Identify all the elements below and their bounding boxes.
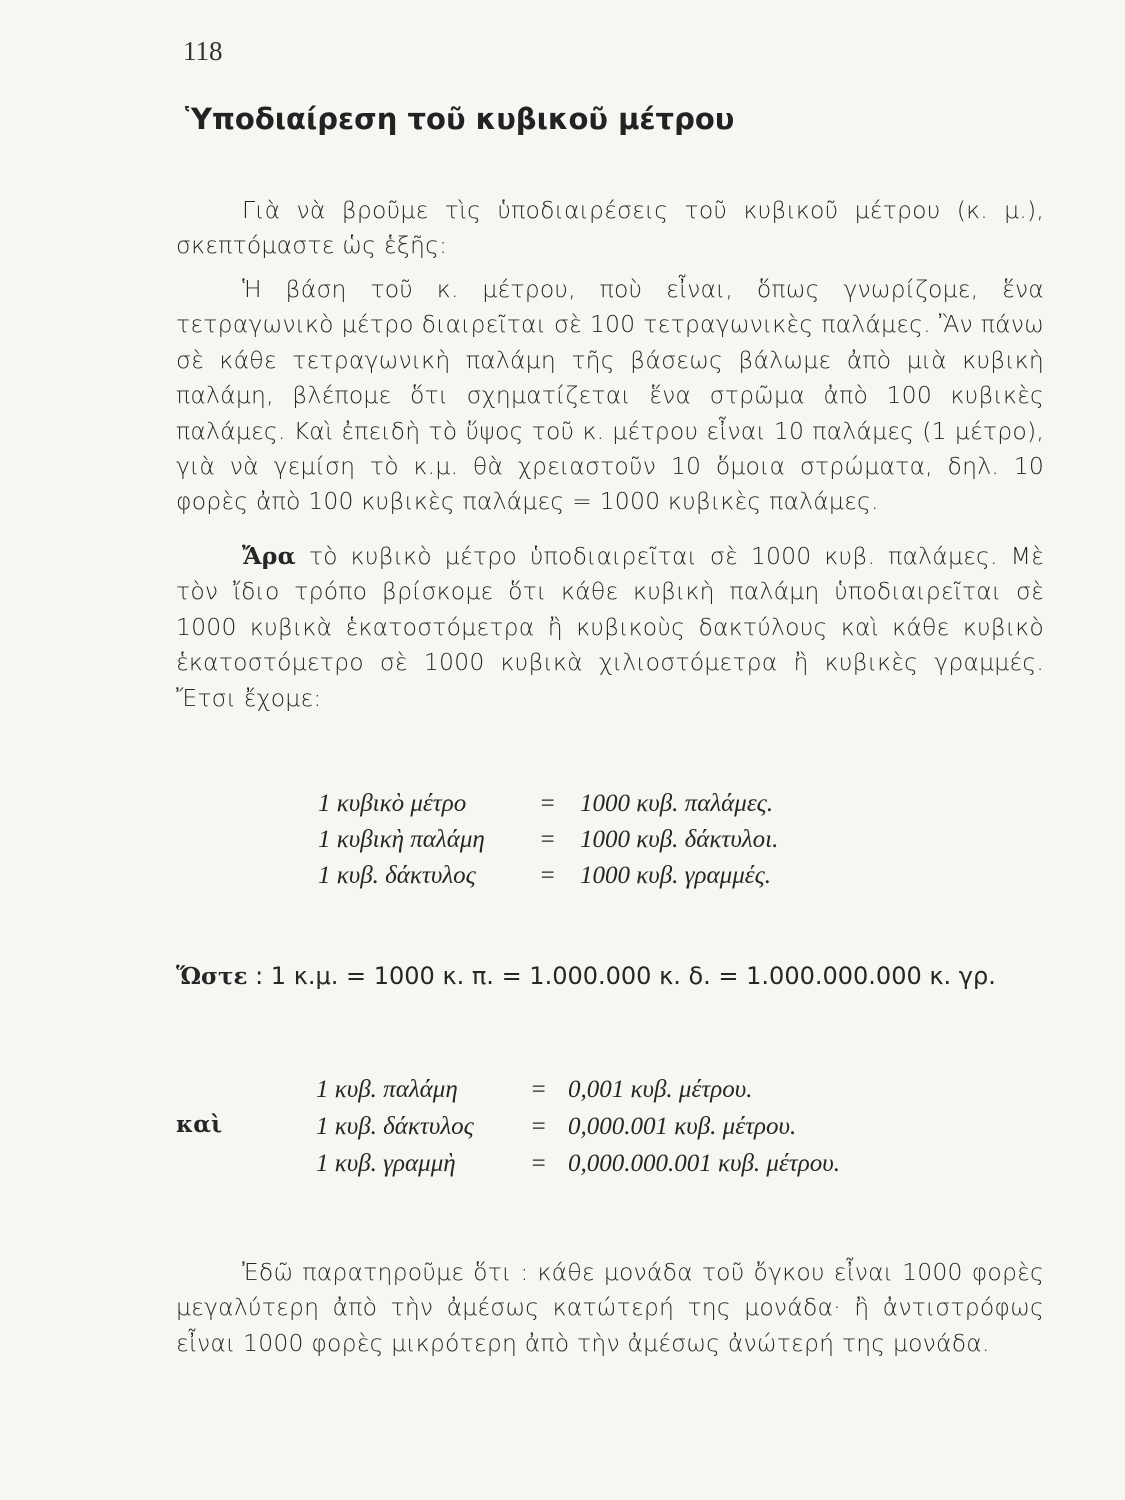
summary-equation	[176, 962, 996, 990]
section-heading: Ὑποδιαίρεση τοῦ κυβικοῦ μέτρου	[185, 102, 735, 136]
paragraph-3	[176, 539, 1044, 716]
equation-left: 1 κυβ. γραμμὴ	[316, 1150, 456, 1177]
equation-right: 1000 κυβ. γραμμές.	[580, 862, 771, 889]
wste-expression: : 1 κ.μ. = 1000 κ. π. = 1.000.000 κ. δ. = 1.000.000.000 κ. γρ.	[255, 962, 996, 990]
equation-sign: =	[539, 826, 556, 853]
equation-left: 1 κυβ. παλάμη	[316, 1076, 458, 1103]
kai-label: καὶ	[176, 1111, 223, 1138]
page-number: 118	[183, 36, 223, 66]
equation-right: 1000 κυβ. παλάμες.	[580, 790, 774, 817]
wste-label: Ὥστε	[176, 963, 248, 990]
ara-bold: Ἄρα	[242, 542, 296, 570]
equation-left: 1 κυβικὴ παλάμη	[318, 826, 485, 853]
equation-sign: =	[530, 1150, 547, 1177]
equation-left: 1 κυβικὸ μέτρο	[318, 790, 467, 817]
equation-left: 1 κυβ. δάκτυλος	[316, 1113, 474, 1140]
equation-sign: =	[530, 1076, 547, 1103]
paragraph-4	[176, 1255, 1044, 1361]
paragraph-2	[176, 272, 1044, 520]
equation-right: 0,000.000.001 κυβ. μέτρου.	[568, 1150, 840, 1177]
equation-right: 1000 κυβ. δάκτυλοι.	[580, 826, 779, 853]
equation-sign: =	[539, 790, 556, 817]
paragraph-3-text	[176, 539, 1044, 716]
equation-left: 1 κυβ. δάκτυλος	[318, 862, 476, 889]
equation-right: 0,000.001 κυβ. μέτρου.	[568, 1113, 797, 1140]
paragraph-1	[176, 193, 1044, 264]
equation-right: 0,001 κυβ. μέτρου.	[568, 1076, 753, 1103]
equation-sign: =	[539, 862, 556, 889]
paragraph-3-body: τὸ κυβικὸ μέτρο ὑποδιαιρεῖται σὲ 1000 κυβ. παλάμες. Μὲ τὸν ἴδιο τρόπο βρίσκομε ὅτι κάθε κυβικὴ παλάμη ὑποδιαιρεῖται σὲ 1000 κυβικὰ ἑκατοστόμετρα ἢ κυβικοὺς δακτύλους καὶ κάθε κυβικὸ ἑκατοστόμετρο σὲ 1000 κυβικὰ χιλιοστόμετρα ἢ κυβικὲς γραμμές. Ἔτσι ἔχομε:	[176, 542, 1045, 712]
paragraph-2-text: Ἡ βάση τοῦ κ. μέτρου, ποὺ εἶναι, ὅπως γνωρίζομε, ἕνα τετραγωνικὸ μέτρο διαιρεῖται σὲ 100 τετραγωνικὲς παλάμες. Ἂν πάνω σὲ κάθε τετραγωνικὴ παλάμη τῆς βάσεως βάλωμε ἀπὸ μιὰ κυβικὴ παλάμη, βλέπομε ὅτι σχηματίζεται ἕνα στρῶμα ἀπὸ 100 κυβικὲς παλάμες. Καὶ ἐπειδὴ τὸ ὕψος τοῦ κ. μέτρου εἶναι 10 παλάμες (1 μέτρο), γιὰ νὰ γεμίση τὸ κ.μ. θὰ χρειαστοῦν 10 ὅμοια στρώματα, δηλ. 10 φορὲς ἀπὸ 100 κυβικὲς παλάμες = 1000 κυβικὲς παλάμες.	[176, 275, 1044, 516]
paragraph-4-text: Ἐδῶ παρατηροῦμε ὅτι : κάθε μονάδα τοῦ ὄγκου εἶναι 1000 φορὲς μεγαλύτερη ἀπὸ τὴν ἀμέσως κατώτερή της μονάδα· ἢ ἀντιστρόφως εἶναι 1000 φορὲς μικρότερη ἀπὸ τὴν ἀμέσως ἀνώτερή της μονάδα.	[176, 1258, 1044, 1357]
equation-sign: =	[530, 1113, 547, 1140]
paragraph-1-text: Γιὰ νὰ βροῦμε τὶς ὑποδιαιρέσεις τοῦ κυβικοῦ μέτρου (κ. μ.), σκεπτόμαστε ὡς ἑξῆς:	[176, 196, 1044, 260]
